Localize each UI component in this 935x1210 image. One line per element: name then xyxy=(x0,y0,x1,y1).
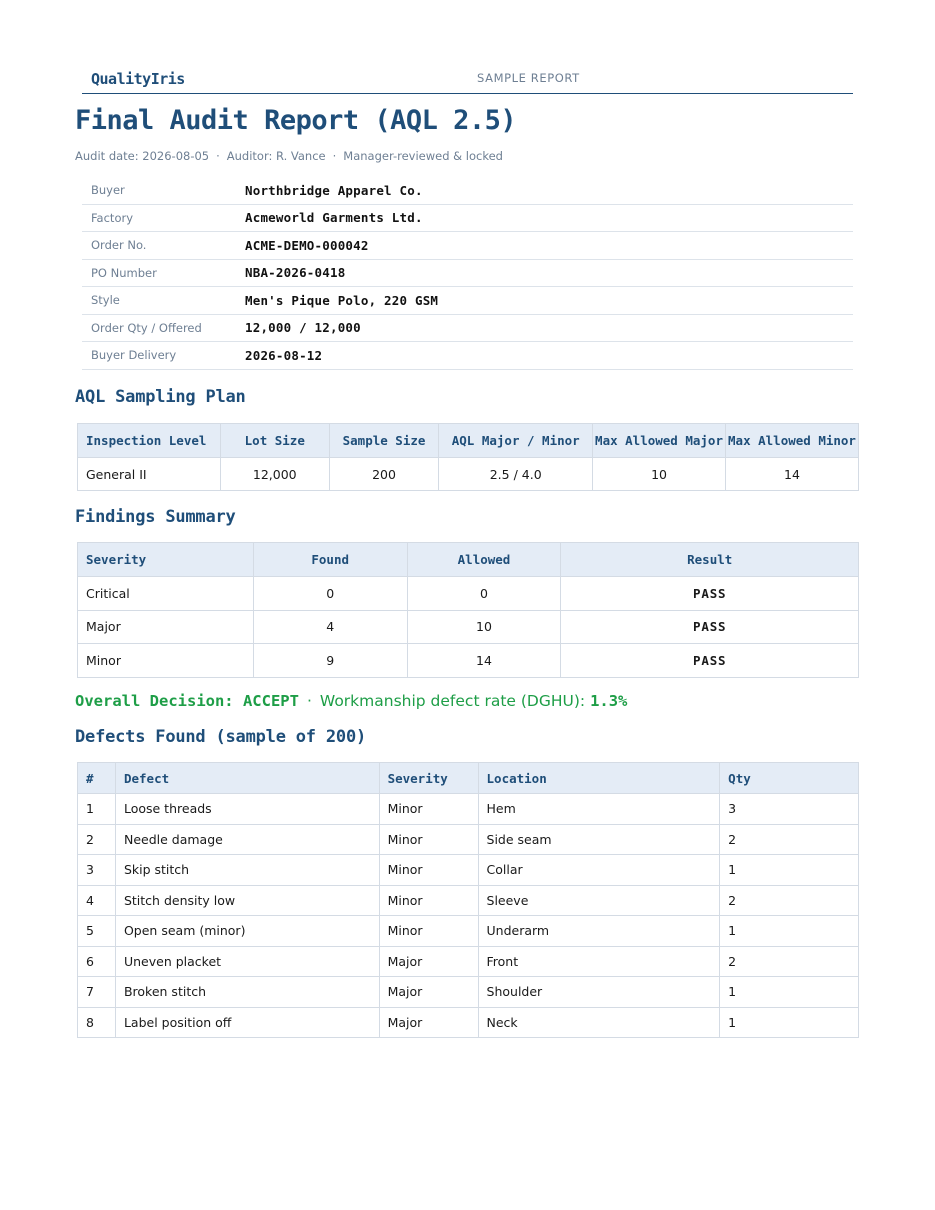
column-header: Max Allowed Major xyxy=(593,424,726,458)
sampling-plan-heading: AQL Sampling Plan xyxy=(75,387,246,407)
column-header: Inspection Level xyxy=(78,424,221,458)
sampling-plan-table xyxy=(77,423,859,491)
table-row xyxy=(78,977,859,1008)
defect-location: Shoulder xyxy=(478,977,720,1008)
table-row xyxy=(78,577,859,611)
defect-location: Collar xyxy=(478,855,720,886)
defect-number: 2 xyxy=(78,824,116,855)
result-badge: PASS xyxy=(561,577,859,611)
table-row xyxy=(78,885,859,916)
allowed-cell: 14 xyxy=(407,644,561,678)
found-cell: 9 xyxy=(253,644,407,678)
brand-logo: QualityIris xyxy=(91,70,185,88)
doc-kind-label: SAMPLE REPORT xyxy=(477,71,580,85)
info-value: Acmeworld Garments Ltd. xyxy=(245,204,853,232)
defect-severity: Minor xyxy=(379,855,478,886)
review-status: Manager-reviewed & locked xyxy=(343,149,503,163)
table-row xyxy=(78,458,859,491)
result-badge: PASS xyxy=(561,610,859,644)
defect-qty: 2 xyxy=(720,946,859,977)
defect-number: 3 xyxy=(78,855,116,886)
defect-name: Uneven placket xyxy=(115,946,379,977)
table-cell: General II xyxy=(78,458,221,491)
info-value: 12,000 / 12,000 xyxy=(245,314,853,342)
table-cell: 2.5 / 4.0 xyxy=(439,458,593,491)
table-row xyxy=(78,824,859,855)
table-row xyxy=(78,1007,859,1038)
report-meta xyxy=(75,149,503,163)
defect-rate-label: Workmanship defect rate (DGHU): xyxy=(319,692,586,710)
info-label: PO Number xyxy=(82,259,245,287)
meta-separator: · xyxy=(332,149,337,163)
defect-number: 4 xyxy=(78,885,116,916)
defect-severity: Major xyxy=(379,977,478,1008)
meta-separator: · xyxy=(216,149,220,163)
auditor: Auditor: R. Vance xyxy=(226,149,326,163)
defect-number: 5 xyxy=(78,916,116,947)
table-row xyxy=(78,946,859,977)
info-label: Factory xyxy=(82,204,245,232)
info-value: NBA-2026-0418 xyxy=(245,259,853,287)
defect-number: 7 xyxy=(78,977,116,1008)
defect-qty: 1 xyxy=(720,855,859,886)
table-header-row xyxy=(78,763,859,794)
defect-severity: Major xyxy=(379,1007,478,1038)
defect-number: 6 xyxy=(78,946,116,977)
audit-date: Audit date: 2026-08-05 xyxy=(75,149,210,163)
defect-name: Broken stitch xyxy=(115,977,379,1008)
defect-name: Stitch density low xyxy=(115,885,379,916)
defects-heading: Defects Found (sample of 200) xyxy=(75,727,367,747)
defect-name: Loose threads xyxy=(115,794,379,825)
column-header: Allowed xyxy=(407,543,561,577)
defect-severity: Minor xyxy=(379,824,478,855)
defect-severity: Minor xyxy=(379,885,478,916)
found-cell: 4 xyxy=(253,610,407,644)
table-cell: 14 xyxy=(725,458,858,491)
table-row xyxy=(78,644,859,678)
defect-name: Skip stitch xyxy=(115,855,379,886)
allowed-cell: 10 xyxy=(407,610,561,644)
info-row xyxy=(82,287,853,315)
info-label: Order No. xyxy=(82,232,245,260)
findings-summary-table xyxy=(77,542,859,678)
defect-qty: 3 xyxy=(720,794,859,825)
info-row xyxy=(82,177,853,204)
found-cell: 0 xyxy=(253,577,407,611)
defect-severity: Major xyxy=(379,946,478,977)
defects-table xyxy=(77,762,859,1038)
info-value: ACME-DEMO-000042 xyxy=(245,232,853,260)
info-row xyxy=(82,342,853,370)
defect-severity: Minor xyxy=(379,916,478,947)
table-header-row xyxy=(78,543,859,577)
column-header: # xyxy=(78,763,116,794)
info-label: Style xyxy=(82,287,245,315)
defect-location: Front xyxy=(478,946,720,977)
defect-location: Neck xyxy=(478,1007,720,1038)
severity-cell: Major xyxy=(78,610,254,644)
defect-qty: 1 xyxy=(720,977,859,1008)
defect-location: Hem xyxy=(478,794,720,825)
overall-decision xyxy=(75,692,627,710)
column-header: Max Allowed Minor xyxy=(725,424,858,458)
info-label: Buyer Delivery xyxy=(82,342,245,370)
defect-severity: Minor xyxy=(379,794,478,825)
column-header: Location xyxy=(478,763,720,794)
result-badge: PASS xyxy=(561,644,859,678)
table-row xyxy=(78,794,859,825)
defect-qty: 2 xyxy=(720,885,859,916)
table-row xyxy=(78,916,859,947)
findings-summary-heading: Findings Summary xyxy=(75,507,236,527)
severity-cell: Critical xyxy=(78,577,254,611)
table-header-row xyxy=(78,424,859,458)
defect-rate-value: 1.3% xyxy=(590,692,628,710)
column-header: Result xyxy=(561,543,859,577)
column-header: Severity xyxy=(379,763,478,794)
defect-number: 1 xyxy=(78,794,116,825)
info-row xyxy=(82,204,853,232)
defect-qty: 1 xyxy=(720,1007,859,1038)
column-header: AQL Major / Minor xyxy=(439,424,593,458)
report-header xyxy=(82,66,853,94)
defect-name: Label position off xyxy=(115,1007,379,1038)
decision-separator: · xyxy=(306,692,312,710)
info-label: Buyer xyxy=(82,177,245,204)
info-row xyxy=(82,259,853,287)
defect-location: Sleeve xyxy=(478,885,720,916)
decision-label: Overall Decision: ACCEPT xyxy=(75,692,299,710)
table-row xyxy=(78,610,859,644)
severity-cell: Minor xyxy=(78,644,254,678)
defect-qty: 1 xyxy=(720,916,859,947)
order-info-table xyxy=(82,177,853,370)
column-header: Qty xyxy=(720,763,859,794)
table-cell: 10 xyxy=(593,458,726,491)
column-header: Lot Size xyxy=(220,424,329,458)
allowed-cell: 0 xyxy=(407,577,561,611)
defect-qty: 2 xyxy=(720,824,859,855)
info-row xyxy=(82,232,853,260)
info-value: 2026-08-12 xyxy=(245,342,853,370)
info-value: Men's Pique Polo, 220 GSM xyxy=(245,287,853,315)
defect-location: Side seam xyxy=(478,824,720,855)
info-label: Order Qty / Offered xyxy=(82,314,245,342)
info-row xyxy=(82,314,853,342)
defect-name: Open seam (minor) xyxy=(115,916,379,947)
column-header: Defect xyxy=(115,763,379,794)
info-value: Northbridge Apparel Co. xyxy=(245,177,853,204)
defect-number: 8 xyxy=(78,1007,116,1038)
table-cell: 200 xyxy=(329,458,439,491)
column-header: Sample Size xyxy=(329,424,439,458)
defect-name: Needle damage xyxy=(115,824,379,855)
table-row xyxy=(78,855,859,886)
table-cell: 12,000 xyxy=(220,458,329,491)
column-header: Severity xyxy=(78,543,254,577)
column-header: Found xyxy=(253,543,407,577)
report-title: Final Audit Report (AQL 2.5) xyxy=(75,105,517,136)
defect-location: Underarm xyxy=(478,916,720,947)
